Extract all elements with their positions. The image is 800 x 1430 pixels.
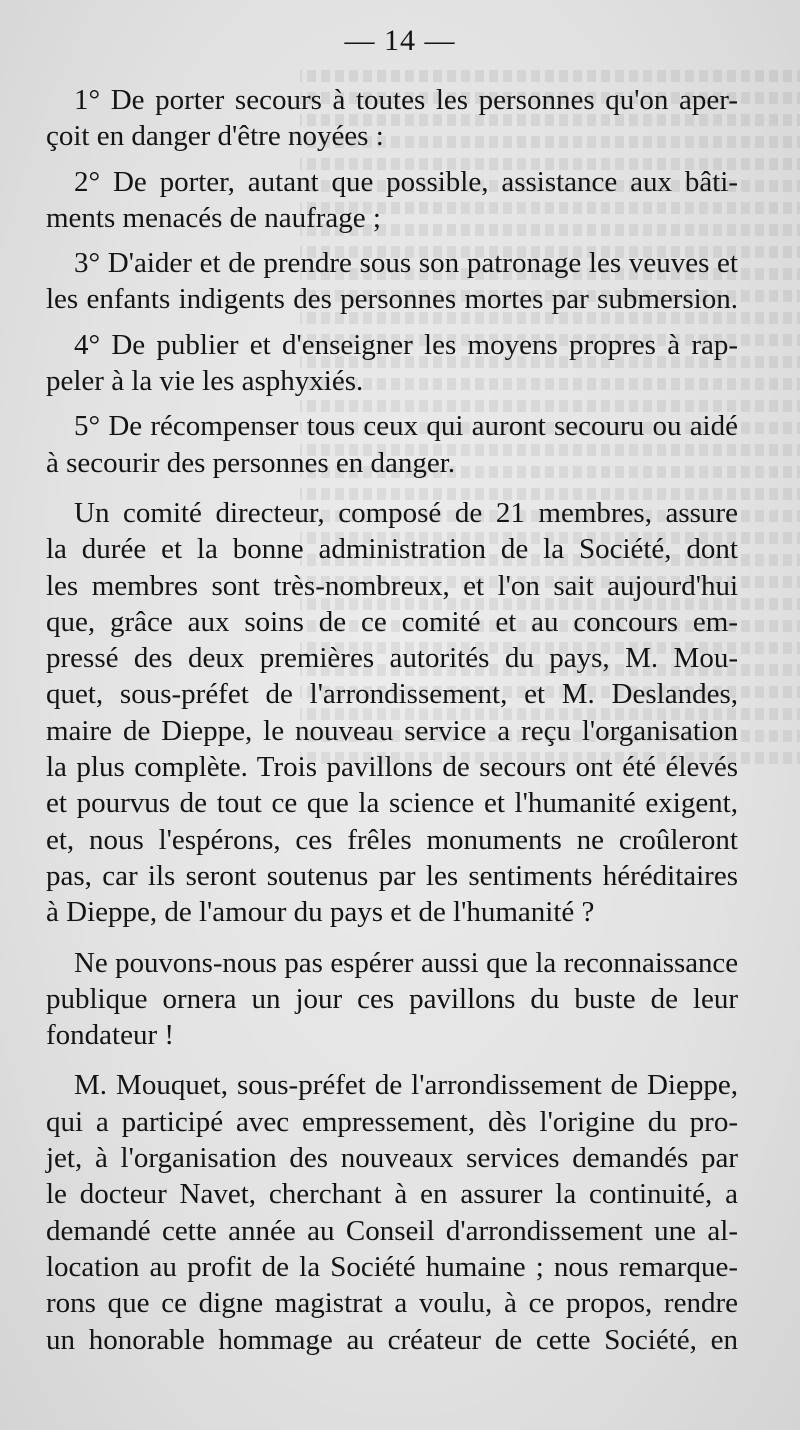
text-line: les membres sont très-nombreux, et l'on sait aujourd'hui: [46, 569, 738, 602]
text-line: 1° De porter secours à toutes les personnes qu'on aper-: [74, 84, 738, 116]
text-line: et pourvus de tout ce que la science et l'humanité exigent,: [46, 787, 738, 820]
paragraph-comite: [46, 495, 738, 931]
text-line: location au profit de la Société humaine ; nous remarque-: [46, 1250, 738, 1283]
paragraph-item-2: [46, 164, 738, 237]
text-line: peler à la vie les asphyxiés.: [46, 365, 364, 398]
text-line: M. Mouquet, sous-préfet de l'arrondissement de Dieppe,: [74, 1069, 738, 1102]
text-line: le docteur Navet, cherchant à en assurer la continuité, a: [46, 1178, 738, 1211]
paragraph-item-3: [46, 245, 738, 318]
text-line: 5° De récompenser tous ceux qui auront secouru ou aidé: [74, 410, 738, 443]
text-line: demandé cette année au Conseil d'arrondissement une al-: [46, 1214, 738, 1247]
text-line: un honorable hommage au créateur de cette Société, en: [46, 1323, 738, 1356]
text-line: rons que ce digne magistrat a voulu, à ce propos, rendre: [46, 1287, 738, 1320]
text-line: que, grâce aux soins de ce comité et au concours em-: [46, 605, 738, 638]
text-line: et, nous l'espérons, ces frêles monuments ne croûleront: [46, 823, 738, 856]
text-line: les enfants indigents des personnes mortes par submersion.: [46, 283, 738, 316]
text-line: pas, car ils seront soutenus par les sentiments héréditaires: [46, 859, 738, 892]
page-number: — 14 —: [344, 24, 456, 57]
paragraph-mouquet: [46, 1067, 738, 1357]
text-line: çoit en danger d'être noyées :: [46, 120, 384, 153]
text-line: 2° De porter, autant que possible, assistance aux bâti-: [74, 165, 738, 198]
text-line: la durée et la bonne administration de la Société, dont: [46, 533, 738, 566]
text-line: quet, sous-préfet de l'arrondissement, et M. Deslandes,: [46, 678, 738, 711]
text-line: maire de Dieppe, le nouveau service a reçu l'organisation: [46, 714, 738, 747]
text-line: qui a participé avec empressement, dès l'origine du pro-: [46, 1105, 738, 1138]
text-line: publique ornera un jour ces pavillons du buste de leur: [46, 982, 738, 1015]
paragraph-reconnaissance: [46, 945, 738, 1054]
text-line: ments menacés de naufrage ;: [46, 201, 381, 234]
text-line: à secourir des personnes en danger.: [46, 446, 456, 479]
text-line: jet, à l'organisation des nouveaux services demandés par: [46, 1142, 738, 1175]
text-line: 3° D'aider et de prendre sous son patronage les veuves et: [74, 247, 738, 280]
text-line: la plus complète. Trois pavillons de secours ont été élevés: [46, 751, 738, 784]
body-text: [46, 82, 738, 1367]
text-line: pressé des deux premières autorités du pays, M. Mou-: [46, 642, 738, 675]
text-line: Un comité directeur, composé de 21 membres, assure: [74, 496, 738, 529]
paragraph-item-5: [46, 408, 738, 481]
text-line: Ne pouvons-nous pas espérer aussi que la reconnaissance: [74, 946, 738, 979]
paragraph-item-1: [46, 82, 738, 155]
paragraph-item-4: [46, 327, 738, 400]
text-line: 4° De publier et d'enseigner les moyens propres à rap-: [74, 328, 738, 361]
text-line: à Dieppe, de l'amour du pays et de l'humanité ?: [46, 896, 595, 929]
text-line: fondateur !: [46, 1019, 175, 1052]
